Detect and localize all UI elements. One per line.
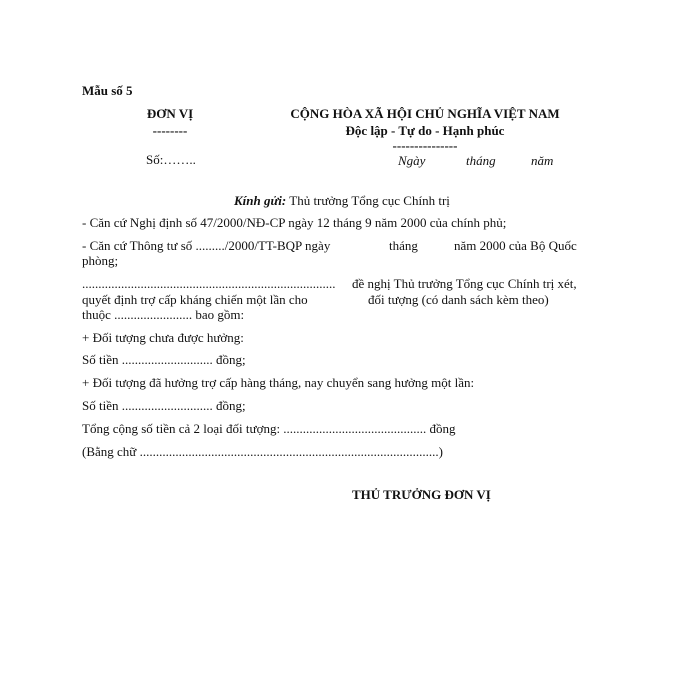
total-amount: Tổng cộng số tiền cả 2 loại đối tượng: ............................................ đồng [82, 421, 456, 436]
recipient-label: Kính gửi: [234, 193, 287, 208]
amount-not-received: Số tiền ............................ đồng; [82, 352, 246, 367]
request-text: đề nghị Thủ trưởng Tổng cục Chính trị xét, [352, 276, 577, 291]
motto: Độc lập - Tự do - Hạnh phúc [345, 123, 505, 138]
signature-title: THỦ TRƯỞNG ĐƠN VỊ [352, 487, 491, 502]
request-decision: quyết định trợ cấp kháng chiến một lần cho [82, 292, 308, 307]
date-day: Ngày [398, 153, 426, 168]
item-monthly-to-once: + Đối tượng đã hưởng trợ cấp hàng tháng, nay chuyển sang hưởng một lần: [82, 375, 475, 390]
request-beneficiaries: đối tượng (có danh sách kèm theo) [368, 292, 549, 307]
motto-rule: --------------- [392, 138, 458, 153]
unit-rule: -------- [152, 123, 188, 138]
document-number: Số:…….. [146, 152, 196, 167]
basis-decree: - Căn cứ Nghị định số 47/2000/NĐ-CP ngày 12 tháng 9 năm 2000 của chính phủ; [82, 215, 507, 230]
country-title: CỘNG HÒA XÃ HỘI CHỦ NGHĨA VIỆT NAM [290, 106, 560, 121]
date-month: tháng [466, 153, 496, 168]
request-dots: .............................................................................. [82, 276, 336, 291]
request-unit: thuộc ........................ bao gồm: [82, 307, 245, 322]
unit-label: ĐƠN VỊ [146, 106, 194, 121]
basis-circular-end: phòng; [82, 253, 119, 268]
basis-circular-suffix: năm 2000 của Bộ Quốc [454, 238, 577, 253]
recipient-value: Thủ trưởng Tổng cục Chính trị [289, 193, 450, 208]
item-not-received: + Đối tượng chưa được hưởng: [82, 330, 244, 345]
basis-circular-prefix: - Căn cứ Thông tư số ........./2000/TT-BQP ngày [82, 238, 331, 253]
amount-monthly-to-once: Số tiền ............................ đồng; [82, 398, 246, 413]
recipient-line [234, 193, 450, 209]
amount-in-words: (Bằng chữ ............................................................................................) [82, 444, 443, 459]
basis-circular-month: tháng [389, 238, 418, 253]
date-year: năm [531, 153, 554, 168]
form-number: Mẫu số 5 [82, 83, 133, 98]
